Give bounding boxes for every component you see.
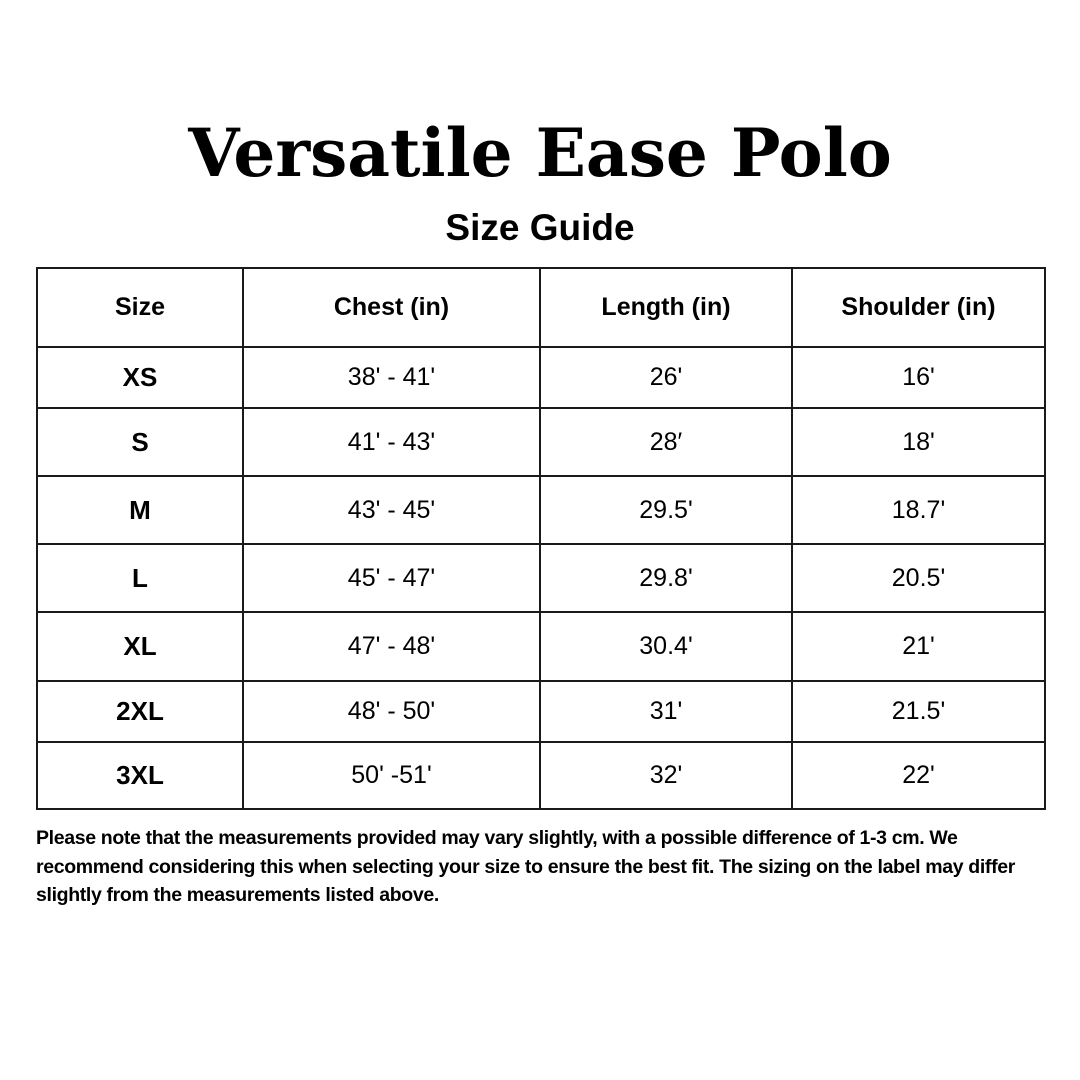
length-cell: 28′ bbox=[540, 408, 792, 476]
chest-cell: 41' - 43' bbox=[243, 408, 540, 476]
table-row bbox=[37, 347, 1045, 408]
shoulder-cell: 21.5' bbox=[792, 681, 1045, 742]
size-cell: L bbox=[37, 544, 243, 612]
size-cell: M bbox=[37, 476, 243, 544]
shoulder-cell: 16' bbox=[792, 347, 1045, 408]
page-subtitle: Size Guide bbox=[445, 207, 635, 248]
length-cell: 32' bbox=[540, 742, 792, 809]
column-header-size: Size bbox=[37, 268, 243, 347]
size-cell: S bbox=[37, 408, 243, 476]
chest-cell: 47' - 48' bbox=[243, 612, 540, 681]
table-row bbox=[37, 742, 1045, 809]
chest-cell: 50' -51' bbox=[243, 742, 540, 809]
chest-cell: 43' - 45' bbox=[243, 476, 540, 544]
shoulder-cell: 18.7' bbox=[792, 476, 1045, 544]
column-header-length: Length (in) bbox=[540, 268, 792, 347]
shoulder-cell: 21' bbox=[792, 612, 1045, 681]
length-cell: 29.8' bbox=[540, 544, 792, 612]
chest-cell: 48' - 50' bbox=[243, 681, 540, 742]
shoulder-cell: 18' bbox=[792, 408, 1045, 476]
length-cell: 30.4' bbox=[540, 612, 792, 681]
chest-cell: 38' - 41' bbox=[243, 347, 540, 408]
measurement-note: Please note that the measurements provided may vary slightly, with a possible difference of 1-3 cm. We recommend considering this when selecting your size to ensure the best fit. The sizing on the label may differ slightly from the measurements listed above. bbox=[36, 827, 1015, 906]
length-cell: 26' bbox=[540, 347, 792, 408]
size-table bbox=[36, 267, 1046, 810]
length-cell: 29.5' bbox=[540, 476, 792, 544]
size-cell: 2XL bbox=[37, 681, 243, 742]
chest-cell: 45' - 47' bbox=[243, 544, 540, 612]
column-header-shoulder: Shoulder (in) bbox=[792, 268, 1045, 347]
column-header-chest: Chest (in) bbox=[243, 268, 540, 347]
table-row bbox=[37, 408, 1045, 476]
table-row bbox=[37, 544, 1045, 612]
table-row bbox=[37, 612, 1045, 681]
table-row bbox=[37, 476, 1045, 544]
size-cell: XL bbox=[37, 612, 243, 681]
length-cell: 31' bbox=[540, 681, 792, 742]
size-cell: XS bbox=[37, 347, 243, 408]
shoulder-cell: 22' bbox=[792, 742, 1045, 809]
table-header-row bbox=[37, 268, 1045, 347]
shoulder-cell: 20.5' bbox=[792, 544, 1045, 612]
table-row bbox=[37, 681, 1045, 742]
page-title: Versatile Ease Polo bbox=[188, 114, 892, 192]
size-cell: 3XL bbox=[37, 742, 243, 809]
